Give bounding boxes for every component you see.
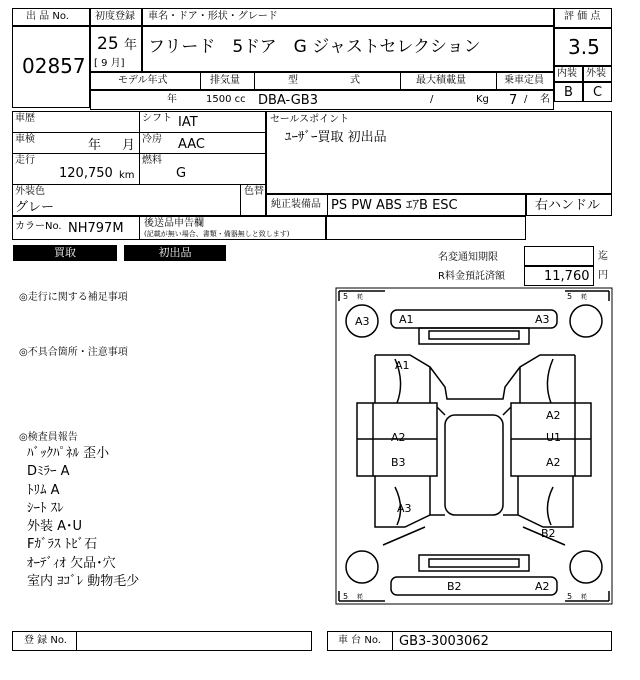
recycle-label: R料金預託済額 (438, 271, 505, 282)
mark-left-rear-door: B3 (391, 456, 406, 469)
inspector-line: Dﾐﾗｰ A (27, 464, 70, 479)
recycle-value: 11,760 (544, 269, 590, 284)
equipment-label: 純正装備品 (271, 199, 321, 210)
lot-no: 02857 (22, 54, 86, 78)
shift: IAT (178, 115, 198, 130)
capacity-label: 乗車定員 (504, 75, 544, 86)
ac: AAC (178, 137, 205, 152)
tire-label-fr: 5 (567, 292, 573, 301)
color-no-label: カラーNo. (15, 221, 62, 232)
mileage-label: 走行 (15, 155, 35, 166)
shift-label: シフト (142, 113, 172, 124)
name-change-unit: 迄 (598, 251, 608, 262)
car-name: フリード 5ドア G ジャストセレクション (148, 37, 481, 57)
chassis-no-label: 車 台 No. (338, 635, 381, 646)
inspection-month: 月 (122, 138, 136, 153)
color-no: NH797M (68, 221, 124, 236)
inspector-line: ｼｰﾄ ｽﾚ (27, 501, 64, 516)
capacity: 7 (509, 93, 518, 108)
inspector-line: 外装 A･U (27, 519, 83, 534)
tag-first: 初出品 (124, 245, 226, 261)
color: グレー (15, 200, 55, 215)
tire-unit-rl: 粍 (357, 594, 364, 601)
tire-label-fl: 5 (343, 292, 349, 301)
sales-point-label: セールスポイント (270, 114, 350, 125)
mark-right-rear-door: A2 (546, 456, 561, 469)
mark-right-rear-fender: B2 (541, 527, 556, 540)
mark-left-rear-fender: A3 (397, 502, 412, 515)
tire-unit-fr: 粍 (581, 294, 588, 301)
mark-left-front-door: A2 (391, 431, 406, 444)
model-year-unit: 年 (167, 94, 177, 105)
inspection-label: 車検 (15, 134, 35, 145)
displacement: 1500 cc (206, 94, 246, 105)
ac-label: 冷房 (142, 134, 162, 145)
model-label-2: 式 (350, 75, 360, 86)
tire-unit-fl: 粍 (357, 294, 364, 301)
inspector-line: Fｶﾞﾗｽ ﾄﾋﾞ石 (27, 537, 98, 552)
score: 3.5 (568, 35, 600, 59)
score-label: 評 価 点 (564, 11, 601, 22)
shipping-note: (記載が無い場合、書類・備器無しと致します) (144, 230, 290, 238)
mark-right-front-door: U1 (546, 431, 562, 444)
mark-hood: A1 (395, 359, 410, 372)
chassis-no: GB3-3003062 (399, 634, 489, 649)
capacity-slash: / (524, 94, 528, 105)
mark-rear-bumper: B2 (447, 580, 462, 593)
model-year-label: モデル年式 (118, 75, 168, 86)
mark-front-bumper-r: A3 (535, 313, 550, 326)
history-label: 車歴 (15, 113, 35, 124)
inspector-line: ｵｰﾃﾞｨｵ 欠品･穴 (27, 556, 116, 571)
inspection-year: 年 (88, 138, 102, 153)
inspector-label: ◎検査員報告 (19, 432, 78, 443)
color-label: 外装色 (15, 186, 45, 197)
name-change-box (524, 246, 594, 266)
mileage: 120,750 (59, 166, 113, 181)
capacity-unit: 名 (540, 94, 550, 105)
max-load-slash: / (430, 94, 434, 105)
tire-label-rl: 5 (343, 592, 349, 601)
handle: 右ハンドル (535, 198, 601, 213)
first-reg-label: 初度登録 (95, 11, 135, 22)
max-load-label: 最大積載量 (416, 75, 466, 86)
driving-notes-label: ◎走行に関する補足事項 (19, 292, 128, 303)
exterior-grade: C (593, 85, 603, 100)
lot-no-label: 出 品 No. (26, 11, 69, 22)
color-change-label: 色替 (244, 186, 264, 197)
car-name-label: 車名・ドア・形状・グレード (148, 11, 278, 22)
sales-point-text: ﾕｰｻﾞｰ買取 初出品 (285, 130, 387, 145)
mark-rear-bumper-r: A2 (535, 580, 550, 593)
max-load-unit: Kg (476, 94, 489, 105)
reg-no-label: 登 録 No. (24, 635, 67, 646)
fuel-label: 燃料 (142, 155, 162, 166)
equipment-extra (326, 216, 526, 240)
interior-label: 内装 (557, 68, 577, 79)
inspector-line: ﾄﾘﾑ A (27, 483, 60, 498)
inspector-line: 室内 ﾖｺﾞﾚ 動物毛少 (27, 574, 140, 589)
shipping-label: 後送品申告欄 (144, 218, 204, 229)
name-change-label: 名変通知期限 (438, 252, 498, 263)
first-reg-month: [ 9 月] (94, 58, 125, 69)
fuel: G (176, 166, 187, 181)
exterior-label: 外装 (586, 68, 606, 79)
first-reg-year: 25 (97, 34, 119, 54)
mark-right-front-fender: A2 (546, 409, 561, 422)
model: DBA-GB3 (258, 93, 318, 108)
tire-label-rr: 5 (567, 592, 573, 601)
mark-front-bumper-l: A1 (399, 313, 414, 326)
defects-label: ◎不具合箇所・注意事項 (19, 347, 128, 358)
recycle-unit: 円 (598, 270, 608, 281)
equipment-items: PS PW ABS ｴｱB ESC (331, 198, 458, 213)
tag-buy: 買取 (13, 245, 117, 261)
displacement-label: 排気量 (210, 75, 240, 86)
interior-grade: B (564, 85, 573, 100)
car-damage-diagram (335, 287, 613, 605)
mark-front-left-tire: A3 (355, 315, 370, 328)
inspector-line: ﾊﾞｯｸﾊﾟﾈﾙ 歪小 (27, 446, 110, 461)
model-label: 型 (288, 75, 298, 86)
year-unit: 年 (124, 38, 138, 53)
tire-unit-rr: 粍 (581, 594, 588, 601)
mileage-unit: km (119, 170, 135, 181)
